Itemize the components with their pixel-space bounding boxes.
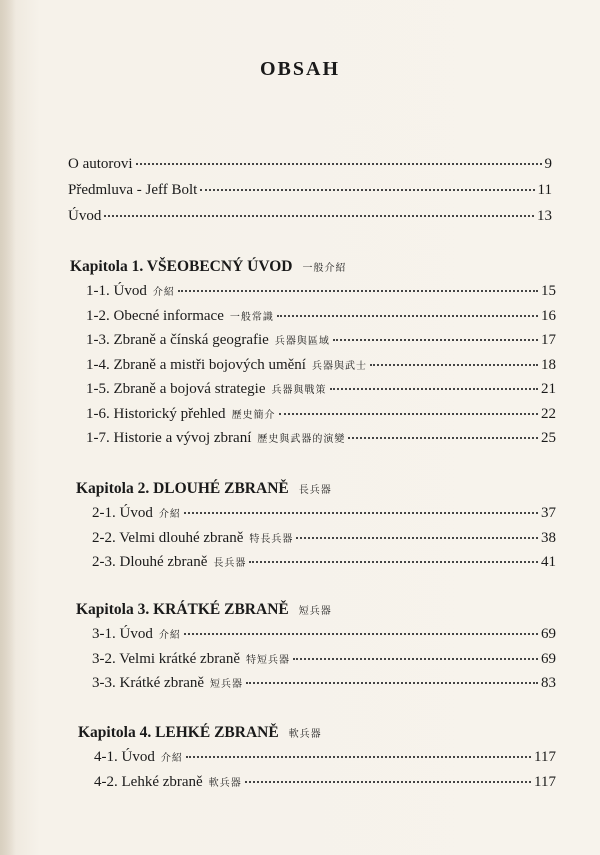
toc-entry[interactable] bbox=[94, 749, 556, 766]
toc-entry[interactable] bbox=[86, 357, 556, 374]
toc-entry[interactable] bbox=[92, 530, 556, 547]
dot-leader bbox=[279, 413, 538, 415]
chapter-title: Kapitola 1. VŠEOBECNÝ ÚVOD bbox=[70, 258, 293, 275]
toc-entry[interactable] bbox=[86, 283, 556, 300]
toc-entry[interactable] bbox=[94, 774, 556, 791]
dot-leader bbox=[348, 437, 538, 439]
toc-entry[interactable] bbox=[86, 332, 556, 349]
toc-entry[interactable] bbox=[86, 308, 556, 325]
dot-leader bbox=[246, 682, 538, 684]
toc-entry[interactable] bbox=[92, 651, 556, 668]
toc-entry-label: 1-2. Obecné informace bbox=[86, 307, 224, 324]
chapter-chinese-title: 短兵器 bbox=[298, 606, 332, 617]
toc-entry-page-number: 69 bbox=[541, 626, 556, 642]
toc-entry-page-number: 9 bbox=[544, 156, 552, 172]
toc-entry-page-number: 21 bbox=[541, 381, 556, 397]
toc-entry-page-number: 16 bbox=[541, 307, 556, 324]
toc-entry-label: 3-3. Krátké zbraně bbox=[92, 675, 205, 691]
toc-entry-page-number: 41 bbox=[541, 554, 556, 570]
toc-entry[interactable] bbox=[92, 626, 556, 643]
toc-entry-page-number: 69 bbox=[541, 650, 556, 667]
chapter-chinese-title: 一般介紹 bbox=[302, 263, 347, 274]
toc-entry-chinese-label: 介紹 bbox=[158, 509, 181, 520]
chapter-chinese-title: 長兵器 bbox=[298, 485, 332, 496]
toc-entry-page-number: 15 bbox=[541, 283, 556, 299]
dot-leader bbox=[277, 315, 538, 317]
toc-entry-page-number: 25 bbox=[541, 430, 556, 446]
page-spine-shadow bbox=[0, 0, 16, 855]
chapter-heading[interactable] bbox=[76, 601, 332, 619]
page-title: OBSAH bbox=[259, 58, 341, 80]
toc-entry[interactable] bbox=[68, 182, 552, 199]
toc-entry-chinese-label: 歷史簡介 bbox=[231, 409, 276, 421]
dot-leader bbox=[136, 163, 542, 165]
toc-entry-label: 1-7. Historie a vývoj zbraní bbox=[86, 430, 252, 446]
chapter-title: Kapitola 3. KRÁTKÉ ZBRANĚ bbox=[76, 601, 289, 618]
toc-entry-chinese-label: 介紹 bbox=[158, 630, 181, 641]
toc-entry-chinese-label: 介紹 bbox=[152, 287, 175, 298]
dot-leader bbox=[186, 756, 531, 758]
toc-entry-label: 1-4. Zbraně a mistři bojových umění bbox=[86, 356, 306, 373]
toc-entry[interactable] bbox=[86, 381, 556, 398]
toc-entry-label: 4-1. Úvod bbox=[94, 749, 155, 765]
toc-entry-page-number: 13 bbox=[537, 208, 552, 224]
dot-leader bbox=[249, 561, 538, 563]
toc-entry-label: Úvod bbox=[68, 208, 102, 224]
toc-entry[interactable] bbox=[86, 406, 556, 423]
toc-entry-page-number: 11 bbox=[537, 182, 552, 198]
toc-entry-page-number: 117 bbox=[534, 749, 556, 765]
toc-entry[interactable] bbox=[68, 156, 552, 173]
dot-leader bbox=[245, 781, 531, 783]
toc-entry-chinese-label: 一般常識 bbox=[229, 311, 274, 323]
toc-entry-chinese-label: 長兵器 bbox=[213, 558, 247, 569]
dot-leader bbox=[178, 290, 538, 292]
toc-entry-label: 2-1. Úvod bbox=[92, 505, 153, 521]
toc-entry-chinese-label: 特長兵器 bbox=[249, 533, 294, 545]
dot-leader bbox=[296, 537, 538, 539]
toc-entry-chinese-label: 短兵器 bbox=[210, 679, 244, 690]
toc-entry-label: O autorovi bbox=[68, 156, 133, 172]
toc-entry-page-number: 117 bbox=[534, 773, 556, 790]
chapter-title: Kapitola 4. LEHKÉ ZBRANĚ bbox=[78, 724, 279, 741]
chapter-heading[interactable] bbox=[78, 724, 322, 742]
toc-entry[interactable] bbox=[92, 505, 556, 522]
toc-entry-chinese-label: 兵器與武士 bbox=[311, 360, 367, 372]
dot-leader bbox=[200, 189, 534, 191]
toc-entry-label: 1-1. Úvod bbox=[86, 283, 147, 299]
dot-leader bbox=[333, 339, 538, 341]
chapter-chinese-title: 軟兵器 bbox=[288, 729, 322, 740]
dot-leader bbox=[330, 388, 538, 390]
toc-entry-page-number: 83 bbox=[541, 675, 556, 691]
toc-entry-chinese-label: 介紹 bbox=[160, 753, 183, 764]
chapter-title: Kapitola 2. DLOUHÉ ZBRANĚ bbox=[76, 480, 289, 497]
toc-entry-label: 2-3. Dlouhé zbraně bbox=[92, 554, 208, 570]
toc-entry-page-number: 38 bbox=[541, 529, 556, 546]
toc-entry-label: 1-3. Zbraně a čínská geografie bbox=[86, 332, 269, 348]
toc-entry[interactable] bbox=[92, 675, 556, 692]
toc-entry-label: 3-2. Velmi krátké zbraně bbox=[92, 650, 241, 667]
dot-leader bbox=[184, 512, 538, 514]
toc-entry-chinese-label: 兵器與區域 bbox=[274, 336, 330, 347]
toc-entry-page-number: 18 bbox=[541, 356, 556, 373]
toc-entry-label: Předmluva - Jeff Bolt bbox=[68, 182, 198, 198]
toc-entry-page-number: 22 bbox=[541, 405, 556, 422]
toc-entry[interactable] bbox=[68, 208, 552, 225]
toc-entry-chinese-label: 歷史與武器的演變 bbox=[257, 434, 346, 445]
dot-leader bbox=[184, 633, 538, 635]
toc-entry-label: 3-1. Úvod bbox=[92, 626, 153, 642]
toc-entry-chinese-label: 兵器與戰策 bbox=[271, 385, 327, 396]
toc-entry-label: 2-2. Velmi dlouhé zbraně bbox=[92, 529, 244, 546]
toc-entry-label: 1-6. Historický přehled bbox=[86, 405, 226, 422]
dot-leader bbox=[104, 215, 534, 217]
dot-leader bbox=[293, 658, 538, 660]
toc-entry[interactable] bbox=[92, 554, 556, 571]
toc-entry-page-number: 17 bbox=[541, 332, 556, 348]
toc-entry-chinese-label: 特短兵器 bbox=[246, 654, 291, 666]
toc-entry-label: 4-2. Lehké zbraně bbox=[94, 773, 203, 790]
toc-entry[interactable] bbox=[86, 430, 556, 447]
toc-entry-label: 1-5. Zbraně a bojová strategie bbox=[86, 381, 266, 397]
toc-entry-page-number: 37 bbox=[541, 505, 556, 521]
dot-leader bbox=[370, 364, 538, 366]
chapter-heading[interactable] bbox=[70, 258, 346, 276]
chapter-heading[interactable] bbox=[76, 480, 332, 498]
toc-entry-chinese-label: 軟兵器 bbox=[208, 777, 242, 789]
